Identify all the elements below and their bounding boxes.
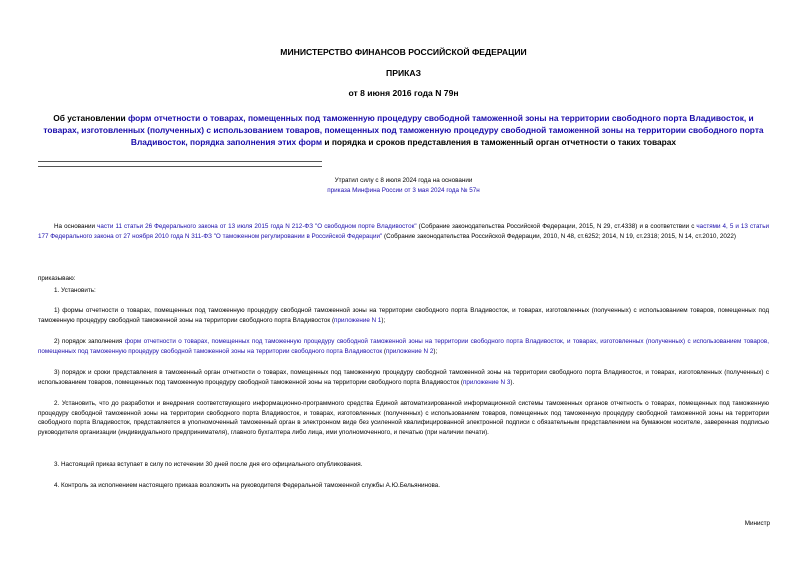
preamble-text-2: (Собрание законодательства Российской Федерации, 2015, N 29, ст.4338) и в соответствии с <box>416 223 697 230</box>
preamble-paragraph <box>38 222 769 241</box>
subitem-2-end: ); <box>433 347 438 355</box>
subitem-1-text: 1) формы отчетности о товарах, помещенных под таможенную процедуру свободной таможенной зоны на территории свободного порта Владивосток, и товарах, изготовленных (полученных) с использованием товаров, помещенных под таможенную процедуру свободной таможенной зоны на территории свободного порта Владивосток ( <box>38 307 769 324</box>
subitem-2 <box>38 337 769 356</box>
appendix-3-link[interactable]: приложение N 3 <box>462 378 511 386</box>
preamble-text-1: На основании <box>54 223 98 230</box>
document-date: от 8 июня 2016 года N 79н <box>348 88 459 98</box>
item-1: 1. Установить: <box>54 287 96 294</box>
status-line: Утратил силу с 8 июля 2024 года на основании <box>334 177 473 184</box>
law-311-fz-link[interactable]: частями 4, 5 и 13 статьи 177 Федерального закона от 27 ноября 2010 года N 311-ФЗ "О таможенном регулировании в Российской Федерации" <box>38 223 769 240</box>
ministry-name: МИНИСТЕРСТВО ФИНАНСОВ РОССИЙСКОЙ ФЕДЕРАЦИИ <box>280 47 527 57</box>
item-3: 3. Настоящий приказ вступает в силу по истечении 30 дней после дня его официального опубликования. <box>54 461 363 468</box>
subitem-2-text: 2) порядок заполнения <box>54 338 125 345</box>
subitem-1-end: ); <box>381 316 386 324</box>
title-forms-link[interactable]: форм отчетности о товарах, помещенных под таможенную процедуру свободной таможенной зоны на территории свободного порта Владивосток, и товарах, изготовленных (полученных) с использованием товаров, помещенных под таможенную процедуру свободной таможенной зоны на территории свободного порта Владивосток, порядка заполнения этих форм <box>43 113 764 147</box>
appendix-1-link[interactable]: приложение N 1 <box>334 316 382 324</box>
filling-procedure-link[interactable]: форм отчетности о товарах, помещенных под таможенную процедуру свободной таможенной зоны на территории свободного порта Владивосток, и товарах, изготовленных (полученных) с использованием товаров, помещенных под таможенную процедуру свободной таможенной зоны на территории свободного порта Владивосток <box>38 338 769 355</box>
item-2: 2. Установить, что до разработки и внедрения соответствующего информационно-программного средства Единой автоматизированной информационной системы таможенных органов отчетность о товарах, помещенных под таможенную процедуру свободной таможенной зоны на территории свободного порта Владивосток, и товарах, изготовленных (полученных) с использованием товаров, помещенных под таможенную процедуру свободной таможенной зоны на территории свободного порта Владивосток, представляется в уполномоченный таможенный орган в электронном виде без усиленной квалифицированной электронной подписи с обязательным представлением на бумажном носителе, заверенная подписью руководителя организации (индивидуального предпринимателя), главного бухгалтера либо лица, ими уполномоченного, и печатью (при наличии печати). <box>38 400 769 436</box>
repeal-order-link[interactable]: приказа Минфина России от 3 мая 2024 года № 57н <box>327 187 480 194</box>
title-text-before: Об установлении <box>53 113 128 123</box>
document-title <box>36 112 771 148</box>
divider-bottom <box>38 166 322 167</box>
item-4: 4. Контроль за исполнением настоящего приказа возложить на руководителя Федеральной таможенной службы А.Ю.Бельянинова. <box>54 482 441 489</box>
preamble-text-3: (Собрание законодательства Российской Федерации, 2010, N 48, ст.6252; 2014, N 19, ст.2318; 2015, N 14, ст.2010, 2022) <box>382 232 736 240</box>
subitem-2-mid: ( <box>382 347 386 355</box>
document-type: ПРИКАЗ <box>386 68 421 78</box>
law-212-fz-link[interactable]: части 11 статьи 26 Федерального закона от 13 июля 2015 года N 212-ФЗ "О свободном порте Владивосток" <box>97 223 417 230</box>
signature-position: Министр <box>744 520 770 527</box>
subitem-1 <box>38 306 769 325</box>
subitem-3-end: ). <box>510 378 515 386</box>
orders-label: приказываю: <box>38 275 76 282</box>
divider-top <box>38 161 322 162</box>
subitem-3-text: 3) порядок и сроки представления в таможенный орган отчетности о товарах, помещенных под таможенную процедуру свободной таможенной зоны на территории свободного порта Владивосток, и товарах, изготовленных (полученных) с использованием товаров, помещенных под таможенную процедуру свободной таможенной зоны на территории свободного порта Владивосток ( <box>38 369 769 386</box>
subitem-3 <box>38 368 769 387</box>
appendix-2-link[interactable]: приложение N 2 <box>385 347 434 355</box>
title-text-after: и порядка и сроков представления в таможенный орган отчетности о таких товарах <box>322 137 677 147</box>
status-note <box>0 176 807 196</box>
